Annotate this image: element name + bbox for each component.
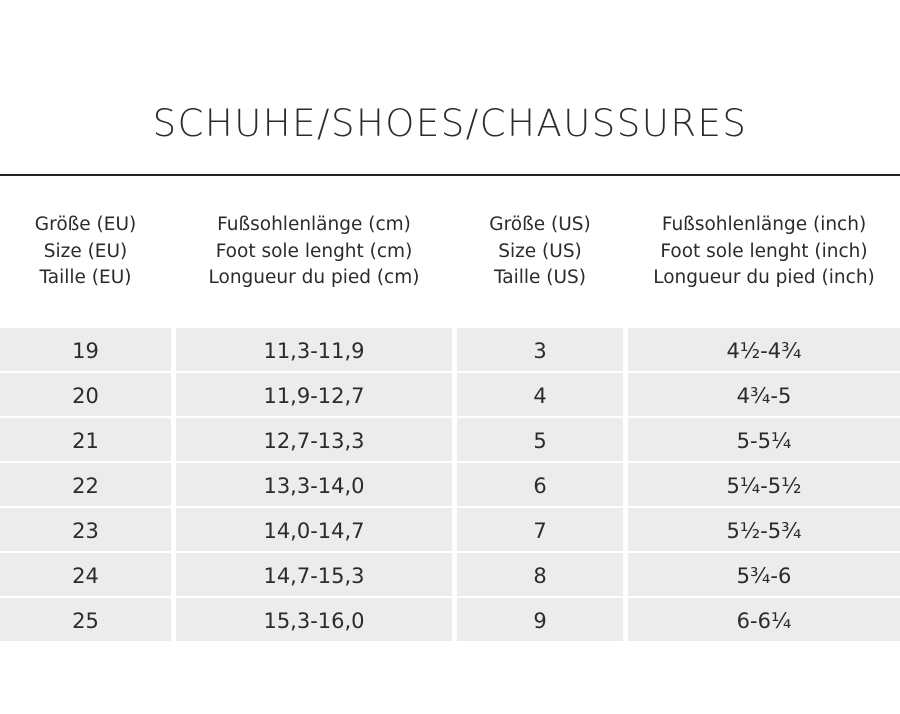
cell-foot-length-cm: 11,9-12,7	[176, 373, 452, 416]
table-row	[0, 418, 900, 463]
header-label-en: Foot sole lenght (inch)	[660, 240, 868, 262]
header-size-us	[457, 212, 623, 292]
table-row	[0, 508, 900, 553]
header-label-de: Fußsohlenlänge (inch)	[661, 214, 867, 235]
header-label-de: Fußsohlenlänge (cm)	[217, 214, 411, 235]
header-label-fr: Longueur du pied (inch)	[653, 267, 875, 288]
header-foot-length-inch	[628, 212, 900, 292]
cell-foot-length-cm: 11,3-11,9	[176, 328, 452, 371]
cell-foot-length-inch: 6-6¼	[628, 598, 900, 641]
cell-foot-length-cm: 12,7-13,3	[176, 418, 452, 461]
cell-foot-length-inch: 5¾-6	[628, 553, 900, 596]
cell-size-eu: 22	[0, 463, 171, 506]
header-label-de: Größe (EU)	[34, 214, 137, 235]
cell-foot-length-inch: 5½-5¾	[628, 508, 900, 551]
cell-foot-length-inch: 4½-4¾	[628, 328, 900, 371]
cell-size-eu: 19	[0, 328, 171, 371]
cell-foot-length-cm: 14,0-14,7	[176, 508, 452, 551]
header-label-en: Size (EU)	[43, 240, 128, 262]
table-row	[0, 463, 900, 508]
cell-foot-length-inch: 5¼-5½	[628, 463, 900, 506]
cell-size-us: 9	[457, 598, 623, 641]
cell-size-us: 7	[457, 508, 623, 551]
header-label-fr: Taille (EU)	[39, 267, 132, 288]
header-label-fr: Longueur du pied (cm)	[208, 267, 420, 288]
cell-size-us: 5	[457, 418, 623, 461]
cell-size-eu: 25	[0, 598, 171, 641]
header-label-en: Foot sole lenght (cm)	[215, 240, 413, 262]
header-label-de: Größe (US)	[489, 214, 591, 235]
cell-foot-length-cm: 15,3-16,0	[176, 598, 452, 641]
cell-size-eu: 24	[0, 553, 171, 596]
header-label-fr: Taille (US)	[494, 267, 586, 288]
cell-foot-length-cm: 13,3-14,0	[176, 463, 452, 506]
title-divider	[0, 174, 900, 176]
cell-size-eu: 21	[0, 418, 171, 461]
cell-size-us: 8	[457, 553, 623, 596]
page-title: SCHUHE/SHOES/CHAUSSURES	[152, 102, 748, 145]
table-row	[0, 553, 900, 598]
table-row	[0, 373, 900, 418]
cell-foot-length-inch: 4¾-5	[628, 373, 900, 416]
cell-size-eu: 20	[0, 373, 171, 416]
cell-size-us: 3	[457, 328, 623, 371]
cell-foot-length-cm: 14,7-15,3	[176, 553, 452, 596]
cell-size-us: 6	[457, 463, 623, 506]
table-row	[0, 598, 900, 643]
header-foot-length-cm	[176, 212, 452, 292]
size-table	[0, 328, 900, 643]
cell-foot-length-inch: 5-5¼	[628, 418, 900, 461]
table-row	[0, 328, 900, 373]
cell-size-us: 4	[457, 373, 623, 416]
header-size-eu	[0, 212, 171, 292]
header-label-en: Size (US)	[498, 240, 582, 262]
cell-size-eu: 23	[0, 508, 171, 551]
